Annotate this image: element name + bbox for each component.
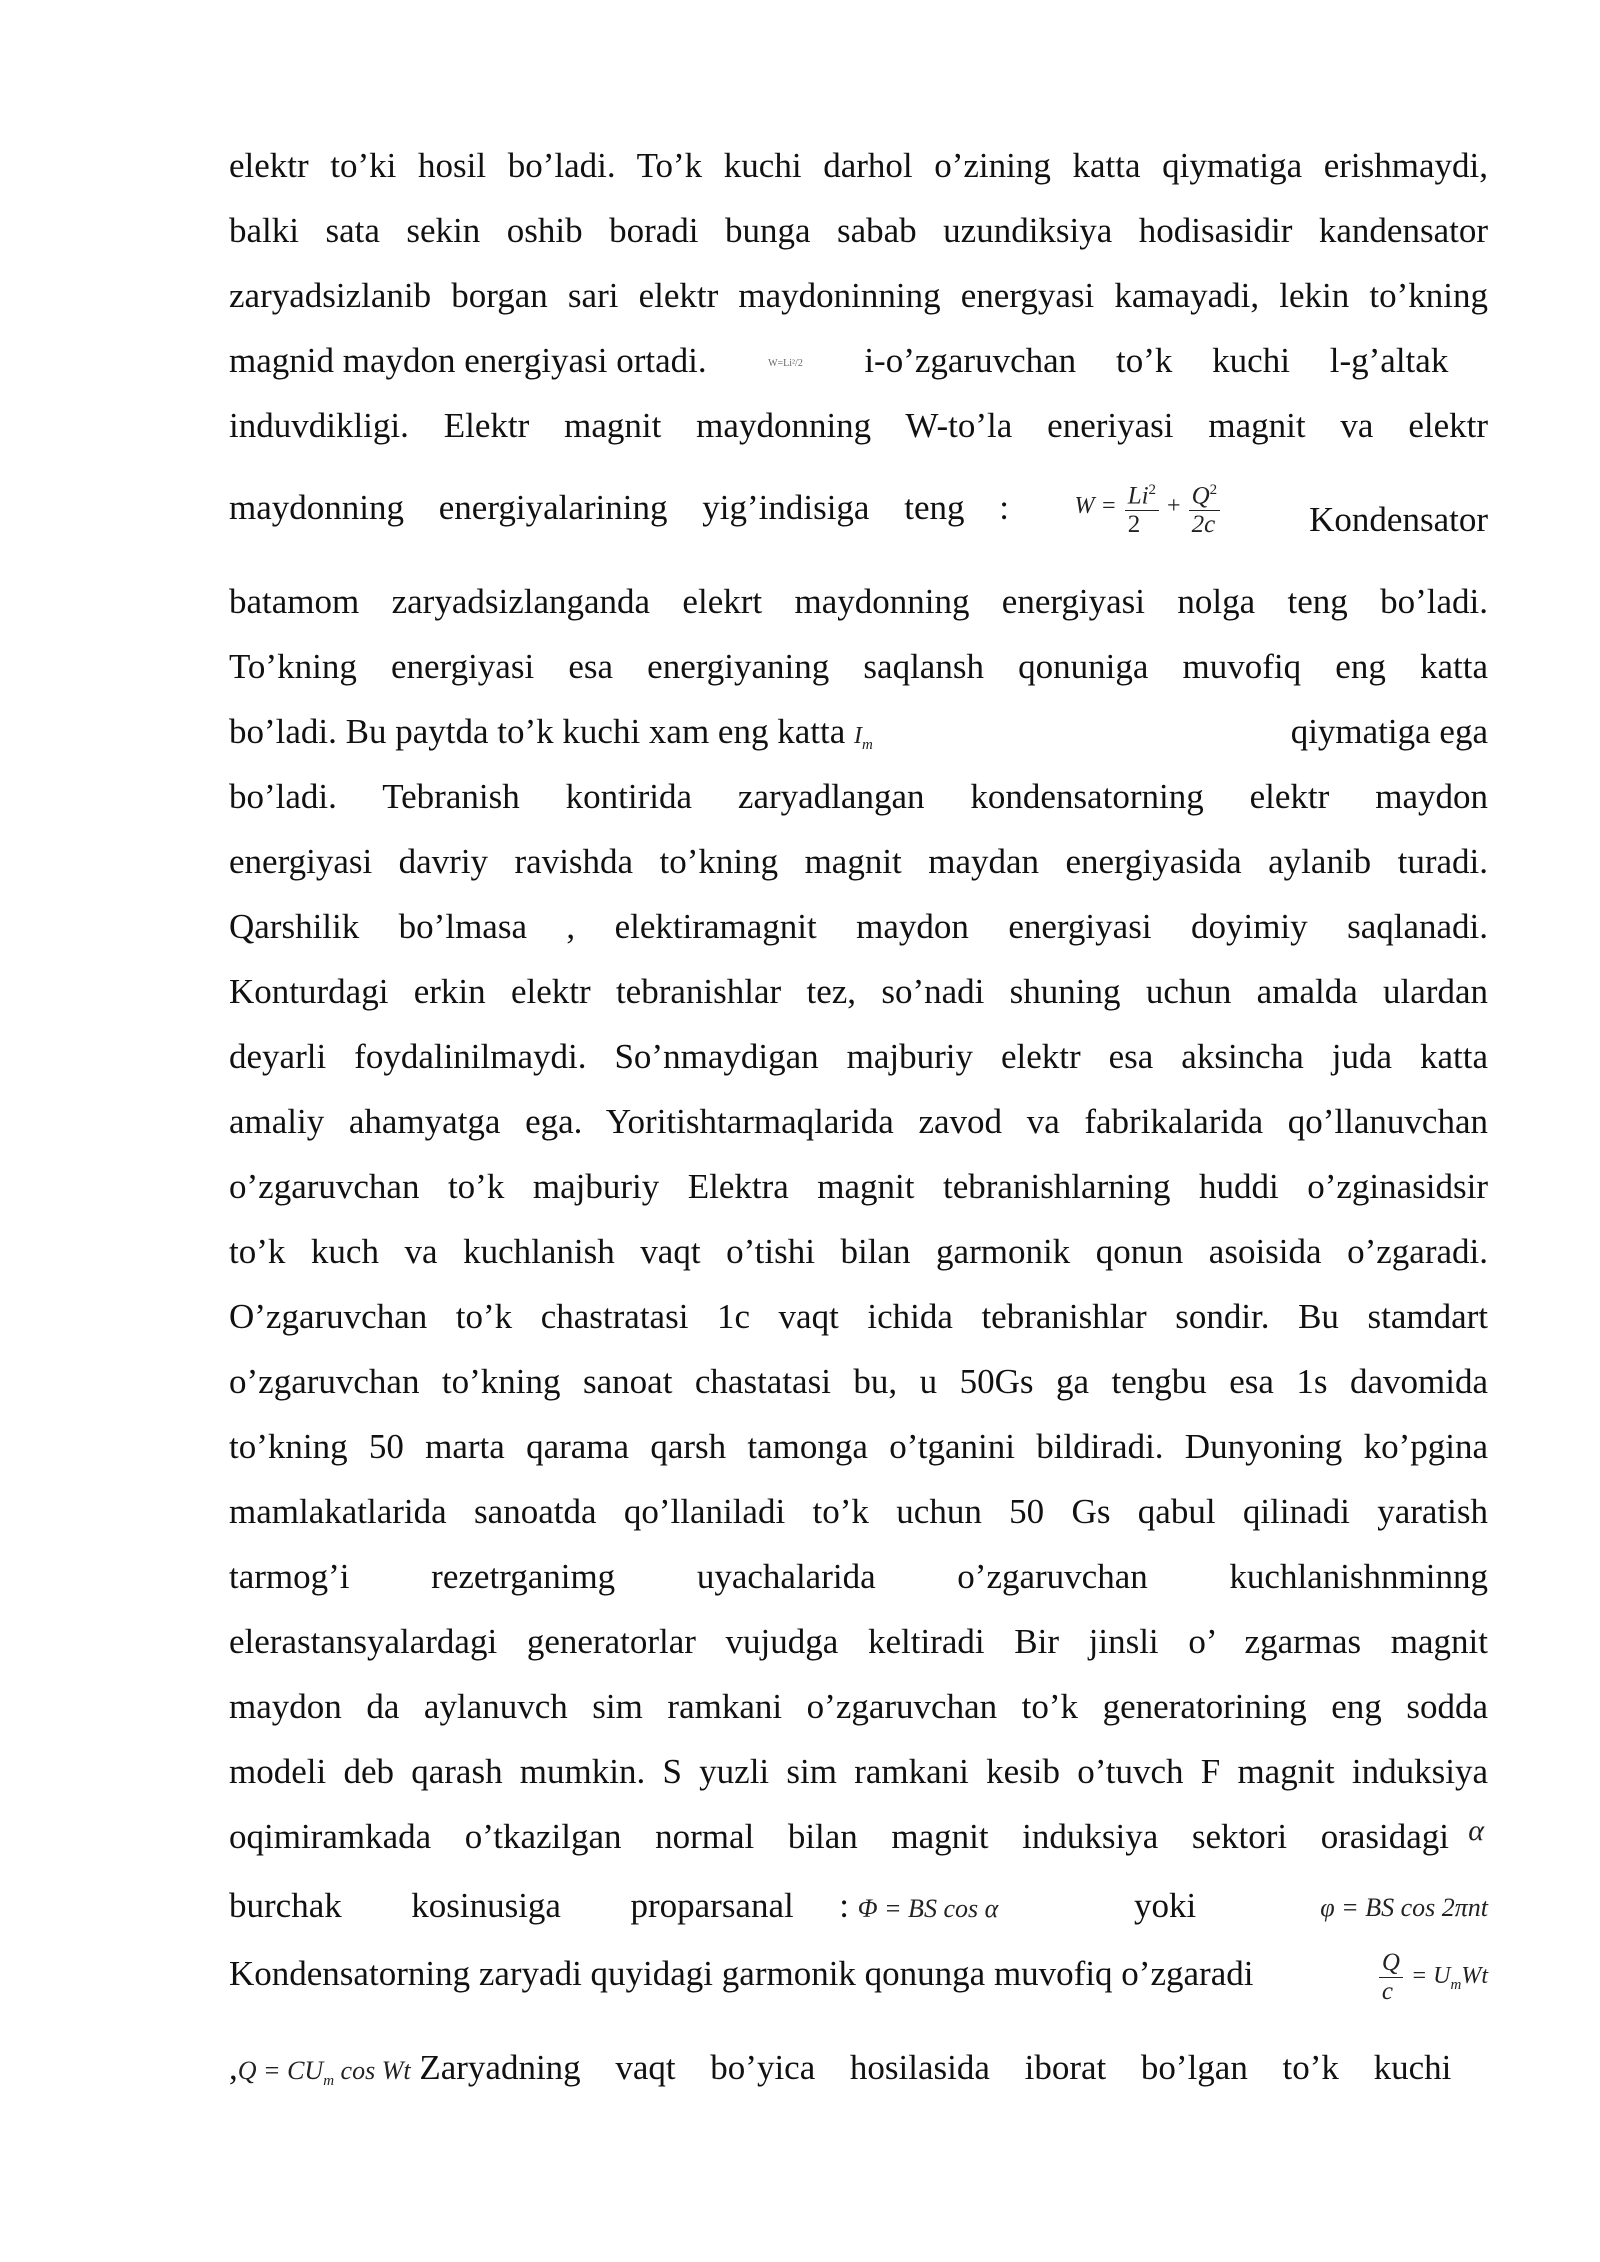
current-amplitude-symbol	[853, 723, 873, 753]
flux-formula-alt: φ = BS cos 2πnt	[1320, 1893, 1488, 1922]
text-fragment: oqimiramkada o’tkazilgan normal bilan magnit induksiya sektori orasidagi	[229, 1817, 1449, 1856]
denominator: 2c	[1191, 511, 1216, 539]
text-fragment: :	[839, 1886, 849, 1925]
text-line: induvdikligi. Elektr magnit maydonning W-to’la eneriyasi magnit va elektr	[229, 406, 1488, 445]
fraction	[1189, 476, 1221, 539]
text-fragment: kosinusiga	[411, 1886, 561, 1925]
text-line: To’kning energiyasi esa energiyaning saqlansh qonuniga muvofiq eng katta	[229, 647, 1488, 686]
formula-rhs: cos Wt	[334, 2056, 411, 2085]
numerator: Q	[1191, 482, 1210, 510]
inline-formula-image: W=Li²/2	[768, 357, 803, 369]
text-line	[229, 1815, 1488, 1859]
text-line: O’zgaruvchan to’k chastratasi 1c vaqt ichida tebranishlar sondir. Bu stamdart	[229, 1297, 1488, 1336]
text-line	[229, 476, 1488, 566]
text-line: bo’ladi. Tebranish kontirida zaryadlangan kondensatorning elektr maydon	[229, 777, 1488, 816]
text-line: energiyasi davriy ravishda to’kning magnit maydan energiyasida aylanib turadi.	[229, 842, 1488, 881]
formula-rhs: = U	[1410, 1963, 1451, 1990]
symbol: I	[853, 723, 862, 749]
denominator: c	[1381, 1978, 1393, 2005]
text-line: o’zgaruvchan to’kning sanoat chastatasi bu, u 50Gs ga tengbu esa 1s davomida	[229, 1362, 1488, 1401]
text-line: batamom zaryadsizlanganda elekrt maydonning energiyasi nolga teng bo’ladi.	[229, 582, 1488, 621]
text-line: to’k kuch va kuchlanish vaqt o’tishi bilan garmonik qonun asoisida o’zgaradi.	[229, 1232, 1488, 1271]
subscript: m	[323, 2073, 335, 2090]
text-fragment: burchak	[229, 1886, 342, 1925]
text-line: amaliy ahamyatga ega. Yoritishtarmaqlarida zavod va fabrikalarida qo’llanuvchan	[229, 1102, 1488, 1141]
text-fragment: qiymatiga ega	[1290, 712, 1488, 751]
text-line: balki sata sekin oshib boradi bunga sabab uzundiksiya hodisasidir kandensator	[229, 211, 1488, 250]
text-line: elerastansyalardagi generatorlar vujudga keltiradi Bir jinsli o’ zgarmas magnit	[229, 1622, 1488, 1661]
alpha-symbol: α	[1468, 1814, 1484, 1847]
text-line: maydon da aylanuvch sim ramkani o’zgaruvchan to’k generatorining eng sodda	[229, 1687, 1488, 1726]
exponent: 2	[1209, 482, 1218, 498]
text-fragment: ,	[229, 2048, 238, 2087]
energy-formula	[1075, 476, 1223, 539]
subscript: m	[861, 736, 873, 753]
text-fragment: yoki	[1134, 1886, 1197, 1925]
text-line: tarmog’i rezetrganimg uyachalarida o’zgaruvchan kuchlanishnminng	[229, 1557, 1488, 1596]
text-line	[229, 1949, 1488, 2029]
text-fragment: Zaryadning vaqt bo’yica hosilasida iborat bo’lgan to’k kuchi	[419, 2048, 1452, 2087]
text-line: to’kning 50 marta qarama qarsh tamonga o’tganini bildiradi. Dunyoning ko’pgina	[229, 1427, 1488, 1466]
text-line: o’zgaruvchan to’k majburiy Elektra magnit tebranishlarning huddi o’zginasidsir	[229, 1167, 1488, 1206]
numerator: Q	[1379, 1949, 1403, 1978]
text-line: mamlakatlarida sanoatda qo’llaniladi to’k uchun 50 Gs qabul qilinadi yaratish	[229, 1492, 1488, 1531]
text-line	[229, 710, 1488, 767]
text-line: elektr to’ki hosil bo’ladi. To’k kuchi darhol o’zining katta qiymatiga erishmaydi,	[229, 146, 1488, 185]
fraction	[1125, 476, 1159, 539]
formula-lhs: Q = CU	[237, 2056, 324, 2085]
denominator: 2	[1127, 511, 1141, 539]
flux-formula: Φ = BS cos α	[857, 1894, 999, 1923]
text-fragment: bo’ladi. Bu paytda to’k kuchi xam eng katta	[229, 712, 846, 751]
text-line: zaryadsizlanib borgan sari elektr maydoninning energyasi kamayadi, lekin to’kning	[229, 276, 1488, 315]
text-line	[229, 339, 1488, 386]
charge-cos-formula	[237, 2056, 411, 2090]
fraction	[1379, 1949, 1403, 2006]
text-fragment: magnid maydon energiyasi ortadi.	[229, 341, 707, 380]
text-fragment: Kondensator	[1309, 500, 1488, 539]
text-line: Qarshilik bo’lmasa , elektiramagnit maydon energiyasi doyimiy saqlanadi.	[229, 907, 1488, 946]
text-line	[229, 2046, 1488, 2103]
text-line	[229, 1884, 1488, 1931]
text-fragment: Kondensatorning zaryadi quyidagi garmonik qonunga muvofiq o’zgaradi	[229, 1953, 1254, 1993]
exponent: 2	[1148, 482, 1157, 498]
text-fragment: proparsanal	[630, 1886, 794, 1925]
formula-rhs-end: Wt	[1461, 1963, 1488, 1990]
charge-formula	[1377, 1949, 1488, 2007]
text-fragment: i-o’zgaruvchan to’k kuchi l-g’altak	[864, 341, 1449, 380]
text-line: Konturdagi erkin elektr tebranishlar tez, so’nadi shuning uchun amalda ulardan	[229, 972, 1488, 1011]
numerator: Li	[1127, 482, 1149, 510]
subscript: m	[1450, 1976, 1462, 1993]
formula-lhs: W =	[1074, 493, 1117, 520]
text-fragment: maydonning energiyalarining yig’indisiga teng :	[229, 487, 1009, 527]
text-line: deyarli foydalinilmaydi. So’nmaydigan majburiy elektr esa aksincha juda katta	[229, 1037, 1488, 1076]
text-line: modeli deb qarash mumkin. S yuzli sim ramkani kesib o’tuvch F magnit induksiya	[229, 1752, 1488, 1791]
plus-sign: +	[1167, 493, 1181, 520]
